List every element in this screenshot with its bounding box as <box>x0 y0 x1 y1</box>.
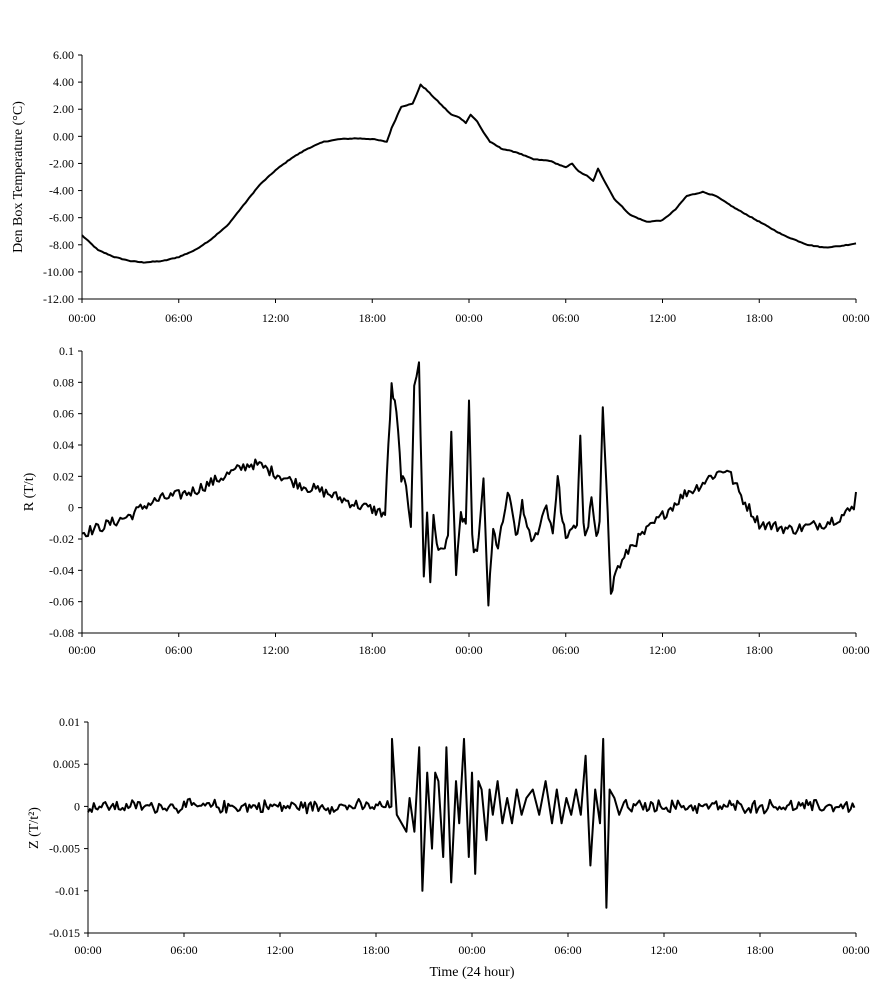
y-tick-label: 0.00 <box>53 129 74 144</box>
x-tick-label: 00:00 <box>455 643 483 657</box>
chart-panel-2 <box>22 344 870 657</box>
y-tick-label: 0.005 <box>53 757 80 772</box>
x-axis-label: Time (24 hour) <box>429 965 515 980</box>
x-tick-label: 18:00 <box>358 643 386 657</box>
y-tick-label: 0 <box>68 500 74 515</box>
y-tick-label: -0.06 <box>49 594 74 609</box>
y-tick-label: -0.005 <box>49 841 80 856</box>
series-line-1 <box>88 739 854 908</box>
y-tick-label: -4.00 <box>49 183 74 198</box>
x-tick-label: 12:00 <box>261 311 290 325</box>
y-tick-label: -2.00 <box>49 156 74 171</box>
y-tick-label: 0.01 <box>59 715 80 729</box>
x-tick-label: 12:00 <box>648 311 677 325</box>
y-tick-label: 6.00 <box>53 48 74 62</box>
x-tick-label: 00:00 <box>455 311 483 325</box>
y-tick-label: -12.00 <box>43 292 74 306</box>
y-tick-label: -0.08 <box>49 626 74 640</box>
x-tick-label: 06:00 <box>552 311 580 325</box>
y-tick-label: 2.00 <box>53 102 74 117</box>
x-tick-label: 18:00 <box>745 311 773 325</box>
x-tick-label: 12:00 <box>266 943 294 957</box>
y-tick-label: -0.01 <box>55 883 80 898</box>
x-tick-label: 12:00 <box>648 643 677 657</box>
y-tick-label: 4.00 <box>53 75 74 90</box>
y-tick-label: 0.1 <box>59 344 74 358</box>
y-tick-label: -0.02 <box>49 532 74 546</box>
x-tick-label: 18:00 <box>746 943 774 957</box>
x-tick-label: 18:00 <box>362 943 390 957</box>
y-tick-label: -0.015 <box>49 926 80 940</box>
x-tick-label: 12:00 <box>261 643 290 657</box>
y-axis-label: R (T/t) <box>22 472 37 512</box>
y-axis-label: Den Box Temperature (°C) <box>11 101 26 253</box>
y-tick-label: 0.02 <box>53 469 74 484</box>
series-line-1 <box>82 362 856 605</box>
x-tick-label: 06:00 <box>554 943 582 957</box>
x-tick-label: 18:00 <box>745 643 773 657</box>
x-tick-label: 00:00 <box>68 643 96 657</box>
x-tick-label: 00:00 <box>74 943 102 957</box>
chart-panel-3 <box>27 715 870 980</box>
y-tick-label: -0.04 <box>49 563 74 578</box>
x-tick-label: 06:00 <box>170 943 198 957</box>
chart-panel-1 <box>11 48 870 325</box>
x-tick-label: 06:00 <box>165 311 193 325</box>
x-tick-label: 00:00 <box>842 643 870 657</box>
y-tick-label: -6.00 <box>49 210 74 225</box>
y-tick-label: -10.00 <box>43 264 74 279</box>
x-tick-label: 00:00 <box>842 943 870 957</box>
x-tick-label: 06:00 <box>552 643 580 657</box>
x-tick-label: 06:00 <box>165 643 193 657</box>
x-tick-label: 18:00 <box>358 311 386 325</box>
y-tick-label: -8.00 <box>49 237 74 252</box>
y-tick-label: 0 <box>74 799 80 814</box>
x-tick-label: 00:00 <box>68 311 96 325</box>
x-tick-label: 00:00 <box>842 311 870 325</box>
y-axis-label: Z (T/t²) <box>27 807 42 849</box>
x-tick-label: 00:00 <box>458 943 486 957</box>
y-tick-label: 0.08 <box>53 375 74 390</box>
series-line-1 <box>82 85 856 263</box>
y-tick-label: 0.06 <box>53 406 74 421</box>
x-tick-label: 12:00 <box>650 943 678 957</box>
y-tick-label: 0.04 <box>53 438 74 452</box>
